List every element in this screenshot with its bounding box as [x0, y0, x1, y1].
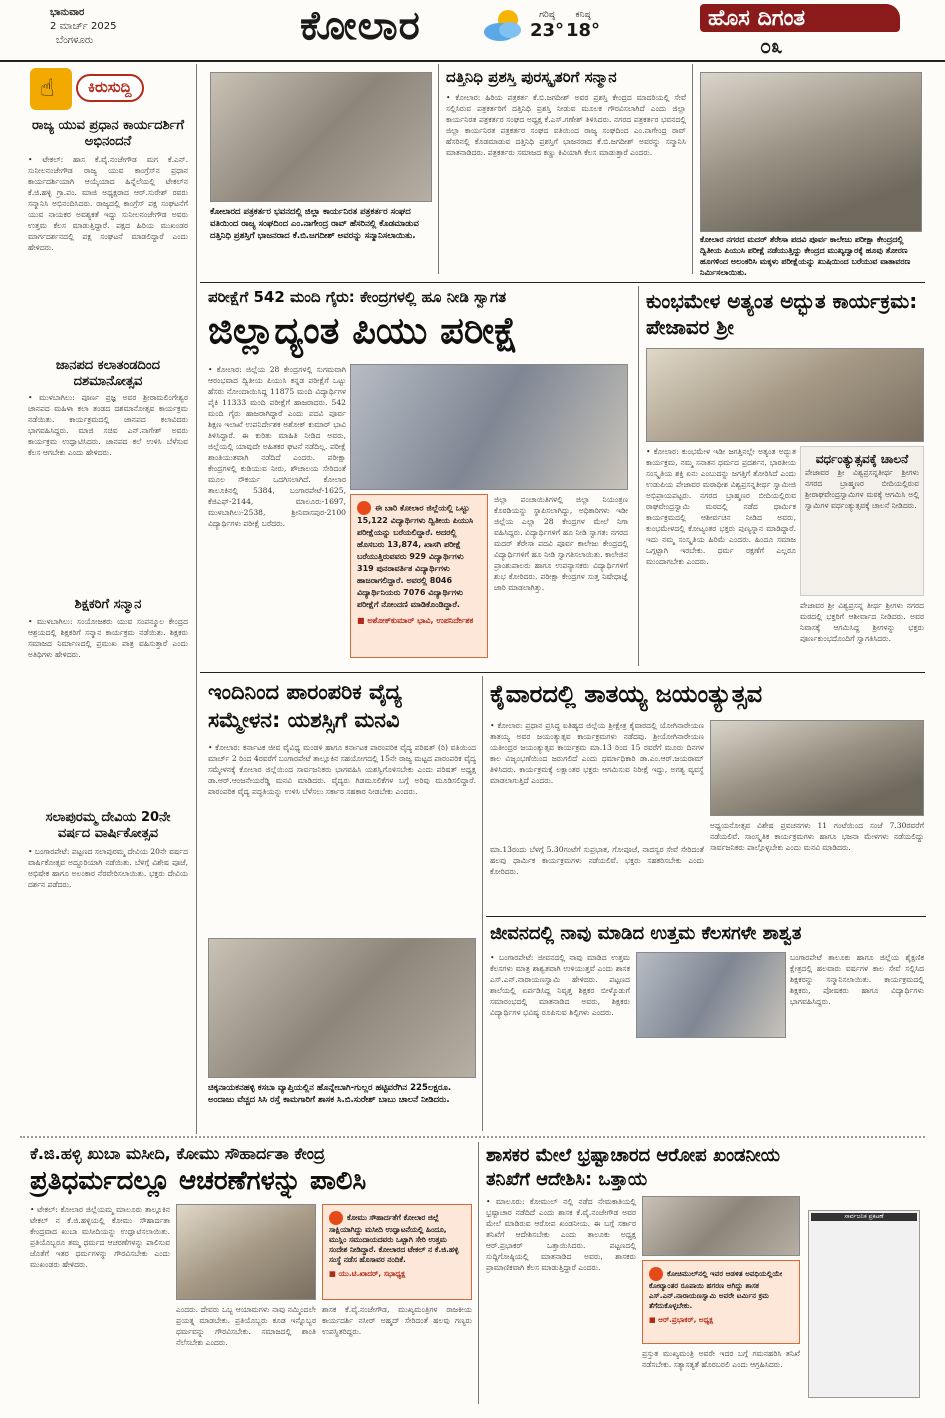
story-body: • ಕೋಲಾರ: ಹಿರಿಯ ಪತ್ರಕರ್ತ ಕೆ.ಬಿ.ಜಗದೀಶ್ ಅವರ ಪ್ರಶಸ್ತಿ ಕೇಂದ್ರದ ಮಾದರಿಯಲ್ಲಿ ಸೇವೆ ಸಲ್ಲಿಸಿರುವ ಪತ್ರಕರ್ತರಿಗೆ ದತ್ತಿನಿಧಿ ಪ್ರಶಸ್ತಿ ನೀಡುವ ಮೂಲಕ ಗೌರವಿಸಲಾಗಿದೆ ಎಂದು ಜಿಲ್ಲಾ ಕಾರ್ಯನಿರತ ಪತ್ರಕರ್ತರ ಸಂಘದ ಅಧ್ಯಕ್ಷ ಕೆ.ಎಸ್.ಗಣೇಶ್ ತಿಳಿಸಿದರು. ನಗರದ ಪತ್ರಕರ್ತರ ಭವನದಲ್ಲಿ ಜಿಲ್ಲಾ ಕಾರ್ಯನಿರತ ಪತ್ರಕರ್ತರ ಸಂಘದ ವತಿಯಿಂದ ರಾಜ್ಯ ಸಂಘದಿಂದ ಎಂ.ನಾಗೇಂದ್ರ ರಾವ್ ಹೆಸರಿನಲ್ಲಿ ಕೊಡಮಾಡುವ ದತ್ತಿನಿಧಿ ಪ್ರಶಸ್ತಿಗೆ ಭಾಜನರಾದ ಕೆ.ಬಿ.ಜಗದೀಶ್ ಅವರನ್ನು ಸನ್ಮಾನಿಸಿ ಮಾತನಾಡಿದರು. ಪತ್ರಕರ್ತರು ಸಮಾಜದ ಕಣ್ಣು ಕಿವಿಯಾಗಿ ಕೆಲಸ ಮಾಡುತ್ತಾರೆ ಎಂದರು.: [446, 93, 686, 157]
story-kicker: ಕೆ.ಜಿ.ಹಳ್ಳಿ ಖುಬಾ ಮಸೀದಿ, ಕೋಮು ಸೌಹಾರ್ದತಾ ಕೇಂದ್ರ: [30, 1144, 325, 1163]
story-body: • ಕೋಲಾರ: ಕರ್ನಾಟಕ ಜೀವ ವೈವಿಧ್ಯ ಮಂಡಳಿ ಹಾಗೂ ಕರ್ನಾಟಕ ಪಾರಂಪರಿಕ ವೈದ್ಯ ಪರಿಷತ್ (ರಿ) ವತಿಯಿಂದ ಮಾರ್ಚ್ 2 ರಿಂದ 4ರವರೆಗೆ ಬಂಗಾರಪೇಟೆ ತಾಲ್ಲೂಕಿನ ಸಹಯೋಗದಲ್ಲಿ 15ನೇ ರಾಜ್ಯ ಮಟ್ಟದ ಪಾರಂಪರಿಕ ವೈದ್ಯ ಸಮ್ಮೇಳನಕ್ಕೆ ಕೋಲಾರ ಜಿಲ್ಲೆಯಿಂದ ಸಾರ್ವಜನಿಕರು ಭಾಗವಹಿಸಿ ಯಶಸ್ವಿಗೊಳಿಸಬೇಕು ಎಂದು ಪರಿಷತ್ ಅಧ್ಯಕ್ಷ ಡಾ.ಆರ್.ಆಂಜನೇಯರೆಡ್ಡಿ ಮನವಿ ಮಾಡಿದರು. ವೈದ್ಯರು ಗಿಡಮೂಲಿಕೆಗಳ ಬಗ್ಗೆ ಅರಿವು ಮೂಡಿಸಲಿದ್ದಾರೆ. ಪಾರಂಪರಿಕ ವೈದ್ಯ ಪದ್ಧತಿಯನ್ನು ಉಳಿಸಿ ಬೆಳೆಸಲು ಸರ್ಕಾರ ಸಹಕಾರ ನೀಡಬೇಕು ಎಂದರು.: [208, 743, 476, 796]
notice-headline: ಸಾರ್ವಜನಿಕ ಪ್ರಕಟಣೆ: [811, 1213, 917, 1221]
section-rule: [486, 916, 926, 917]
column-divider: [638, 286, 639, 666]
story-headline: ಇಂದಿನಿಂದ ಪಾರಂಪರಿಕ ವೈದ್ಯ ಸಮ್ಮೇಳನ: ಯಶಸ್ಸಿಗೆ ಮನವಿ: [208, 680, 402, 732]
story-body: ಜಿಲ್ಲಾ ಪಂಚಾಯಿತಿಗಳಲ್ಲಿ ಜಿಲ್ಲಾ ನಿಯಂತ್ರಣ ಕೊಠಡಿಯನ್ನು ಸ್ಥಾಪಿಸಲಾಗಿದ್ದು, ಅಧಿಕಾರಿಗಳು ಇಡೀ ಜಿಲ್ಲೆಯ ಎಲ್ಲಾ 28 ಕೇಂದ್ರಗಳ ಮೇಲೆ ನಿಗಾ ವಹಿಸಿದ್ದರು. ವಿದ್ಯಾರ್ಥಿಗಳಿಗೆ ಹೂ ನೀಡಿ ಸ್ವಾಗತ: ನಗರದ ಮದರ್ ತೆರೇಸಾ ಪದವಿ ಪೂರ್ವ ಕಾಲೇಜು ಕೇಂದ್ರದಲ್ಲಿ ವಿದ್ಯಾರ್ಥಿಗಳಿಗೆ ಹೂ ನೀಡಿ ಸ್ವಾಗತಿಸಲಾಯಿತು. ಕಾಲೇಜಿನ ಪ್ರಾಂಶುಪಾಲರು ಹಾಗೂ ಉಪನ್ಯಾಸಕರು ವಿದ್ಯಾರ್ಥಿಗಳಿಗೆ ಶುಭ ಕೋರಿದರು. ಪರೀಕ್ಷಾ ಕೇಂದ್ರಗಳ ಸುತ್ತ ನಿಷೇಧಾಜ್ಞೆ ಜಾರಿ ಮಾಡಲಾಗಿತ್ತು.: [494, 495, 628, 592]
story-body: • ಮಾಲೂರು: ಕೋಮುಲ್ ನಲ್ಲಿ ನಡೆದ ನೇಮಕಾತಿಯಲ್ಲಿ ಭ್ರಷ್ಟಾಚಾರ ನಡೆದಿದೆ ಎಂದು ಶಾಸಕ ಕೆ.ವೈ.ನಂಜೇಗೌಡ ಅವರ ಮೇಲೆ ಮಾಡಿರುವ ಆರೋಪ ಖಂಡನೀಯ. ಈ ಬಗ್ಗೆ ಸರ್ಕಾರ ತನಿಖೆಗೆ ಆದೇಶಿಸಬೇಕು ಎಂದು ತಾಲೂಕು ಅಧ್ಯಕ್ಷ ಆರ್.ಪ್ರಭಾಕರ್ ಒತ್ತಾಯಿಸಿದರು. ಪಟ್ಟಣದಲ್ಲಿ ಸುದ್ದಿಗೋಷ್ಠಿಯಲ್ಲಿ ಮಾತನಾಡಿದ ಅವರು, ಶಾಸಕರು ಪ್ರಾಮಾಣಿಕವಾಗಿ ಕೆಲಸ ಮಾಡುತ್ತಿದ್ದಾರೆ ಎಂದರು.: [486, 1197, 636, 1272]
photo-caption: ಕೋಲಾರ ನಗರದ ಮದರ್ ತೆರೇಸಾ ಪದವಿ ಪೂರ್ವ ಕಾಲೇಜು ಪರೀಕ್ಷಾ ಕೇಂದ್ರದಲ್ಲಿ ದ್ವಿತೀಯ ಪಿಯುಸಿ ಪರೀಕ್ಷೆ ನಡೆಯುತ್ತಿದ್ದು ಕೇಂದ್ರದ ಮುಖ್ಯದ್ವಾರಕ್ಕೆ ಹೂವು ತೋರಣ ಹೂಗಳಿಂದ ಅಲಂಕರಿಸಿ ಮಕ್ಕಳು ಪರೀಕ್ಷೆಯನ್ನು ಖುಷಿಯಿಂದ ಬರೆಯುವ ವಾತಾವರಣ ನಿರ್ಮಿಸಲಾಯಿತು.: [700, 235, 911, 277]
news-photo: [642, 1196, 800, 1256]
highlight-text: ಕೋಮು ಸೌಹಾರ್ದತೆಗೆ ಕೋಲಾರ ಜಿಲ್ಲೆ ಸಾಕ್ಷಿಯಾಗಿದ್ದು ಮಸೀದಿ ಉದ್ಘಾಟನೆಯಲ್ಲಿ ಹಿಂದೂ, ಮುಸ್ಲಿಂ ಸಮುದಾಯದವರು ಒಟ್ಟಾಗಿ ಸೇರಿ ಉತ್ತಮ ಸಂದೇಶ ನೀಡಿದ್ದಾರೆ. ಕೋಲಾರದ ಟೇಕಲ್ ನ ಕೆ.ಜಿ.ಹಳ್ಳಿ ಸಂಸ್ಥೆ ನಡೆಸ ಹೊಸಾವರ ನಂದಿಕೆ.: [329, 1213, 459, 1264]
highlight-byline: ■ ಆರ್.ಪ್ರಭಾಕರ್, ಅಧ್ಯಕ್ಷ: [649, 1315, 714, 1324]
sidebar-headline: ವರ್ಧಂತ್ಯುತ್ಸವಕ್ಕೆ ಚಾಲನೆ: [815, 452, 909, 466]
highlight-box: [642, 1260, 800, 1344]
section-rule: [200, 282, 925, 283]
highlight-box: [350, 494, 488, 658]
date-label: 2 ಮಾರ್ಚ್ 2025: [50, 21, 117, 32]
highlight-box: [322, 1204, 472, 1300]
min-temp: [566, 10, 600, 41]
photo-caption: ಚಿಕ್ಕನಾಯಕನಹಳ್ಳಿ ಕಸಬಾ ವ್ಯಾಪ್ತಿಯಲ್ಲಿನ ಹೊನ್ನೇಬಾಗಿ-ಗುಲ್ಲರ ಹಟ್ಟಿವರೆಗಿನ 225ಲಕ್ಷರೂ. ಅಂದಾಜು ವೆಚ್ಚದ ಸಿಸಿ ರಸ್ತೆ ಕಾಮಗಾರಿಗೆ ಶಾಸಕ ಸಿ.ಬಿ.ಸುರೇಶ್ ಬಾಬು ಚಾಲನೆ ನೀಡಿದರು.: [208, 1083, 452, 1105]
story-headline: ಜಿಲ್ಲಾದ್ಯಂತ ಪಿಯು ಪರೀಕ್ಷೆ: [208, 309, 518, 352]
story-body: • ಬಂಗಾರಪೇಟೆ: ಜೀವನದಲ್ಲಿ ನಾವು ಮಾಡಿದ ಉತ್ತಮ ಕೆಲಸಗಳು ಮಾತ್ರ ಶಾಶ್ವತವಾಗಿ ಉಳಿಯುತ್ತವೆ ಎಂದು ಶಾಸಕ ಎಸ್.ಎನ್.ನಾರಾಯಣಸ್ವಾಮಿ ಹೇಳಿದರು. ಪಟ್ಟಣದ ಶಾಲೆಯಲ್ಲಿ ಏರ್ಪಡಿಸಿದ್ದ ನಿವೃತ್ತ ಶಿಕ್ಷಕರ ಬೀಳ್ಕೊಡುಗೆ ಸಮಾರಂಭದಲ್ಲಿ ಮಾತನಾಡಿದ ಅವರು, ಶಿಕ್ಷಕರು ವಿದ್ಯಾರ್ಥಿಗಳ ಭವಿಷ್ಯ ರೂಪಿಸುವ ಶಿಲ್ಪಿಗಳು ಎಂದರು.: [490, 953, 630, 1017]
story-headline: ಸಲಾಪುರಮ್ಮ ದೇವಿಯ 20ನೇ ವರ್ಷದ ವಾರ್ಷಿಕೋತ್ಸವ: [45, 810, 171, 841]
city-label: ಬೆಂಗಳೂರು: [56, 35, 94, 46]
column-divider: [438, 64, 439, 274]
news-photo: [700, 72, 922, 232]
bullet-icon: [329, 1211, 343, 1225]
news-photo: [710, 720, 924, 816]
highlight-text: ಈ ಬಾರಿ ಕೋಲಾರ ಜಿಲ್ಲೆಯಲ್ಲಿ ಒಟ್ಟು 15,122 ವಿದ್ಯಾರ್ಥಿಗಳು ದ್ವಿತೀಯ ಪಿಯುಸಿ ಪರೀಕ್ಷೆಯನ್ನು ಬರೆಯಲಿದ್ದಾರೆ. ಅದರಲ್ಲಿ ಹೊಸಬರು 13,874, ಖಾಸಗಿ ಪರೀಕ್ಷೆ ಬರೆಯುತ್ತಿರುವವರು 929 ವಿದ್ಯಾರ್ಥಿಗಳು 319 ಪುನರಾವರ್ತಿತ ವಿದ್ಯಾರ್ಥಿಗಳು ಹಾಜರಾಗಲಿದ್ದಾರೆ. ಅವರಲ್ಲಿ 8046 ವಿದ್ಯಾರ್ಥಿನಿಯರು 7076 ವಿದ್ಯಾರ್ಥಿಗಳು ಪರೀಕ್ಷೆಗೆ ನೋಂದಣಿ ಮಾಡಿಕೊಂಡಿದ್ದಾರೆ.: [357, 503, 474, 609]
story-kicker: ಪರೀಕ್ಷೆಗೆ 542 ಮಂದಿ ಗೈರು: ಕೇಂದ್ರಗಳಲ್ಲಿ ಹೂ ನೀಡಿ ಸ್ವಾಗತ: [208, 288, 507, 306]
story-body: ಬಂಗಾರಪೇಟೆ ತಾಲೂಕು ಹಾಗೂ ಜಿಲ್ಲೆಯ ಶೈಕ್ಷಣಿಕ ಕ್ಷೇತ್ರದಲ್ಲಿ ಹಲವಾರು ವರ್ಷಗಳ ಕಾಲ ಸೇವೆ ಸಲ್ಲಿಸಿದ ಶಿಕ್ಷಕರನ್ನು ಸನ್ಮಾನಿಸಲಾಯಿತು. ಕಾರ್ಯಕ್ರಮದಲ್ಲಿ ಶಿಕ್ಷಕರು, ಪೋಷಕರು ಹಾಗೂ ವಿದ್ಯಾರ್ಥಿಗಳು ಭಾಗವಹಿಸಿದ್ದರು.: [790, 953, 924, 1006]
highlight-byline: ■ ಯು.ಟಿ.ಖಾದರ್, ಸಭಾಧ್ಯಕ್ಷ: [329, 1269, 406, 1278]
highlight-byline: ■ ಅಶೋಕ್‌ಕುಮಾರ್ ಭಾವಿ, ಉಪನಿರ್ದೇಶಕ: [357, 616, 474, 625]
section-rule: [200, 672, 925, 673]
story-body: • ಟೇಕಲ್: ಹಾಸ ಕೆ.ವೈ.ನಂಜೇಗೌಡ ಮಗ ಕೆ.ಎನ್. ಸುನೀಲನಂಜೇಗೌಡ ರಾಜ್ಯ ಯುವ ಕಾಂಗ್ರೆಸ್‌ನ ಪ್ರಧಾನ ಕಾರ್ಯದರ್ಶಿಯಾಗಿ ಆಯ್ಕೆಯಾದ ಹಿನ್ನೆಲೆಯಲ್ಲಿ ಟೇಕಲ್‌ನ ಕೆ.ಜಿ.ಹಳ್ಳಿ ಗ್ರಾ.ಪಂ. ಮಾಜಿ ಅಧ್ಯಕ್ಷರಾದ ಆರ್.ಸುರೇಶ್ ರವರು ಸನ್ಮಾನಿಸಿ ಅಭಿನಂದಿಸಿದರು. ರಾಜ್ಯದಲ್ಲಿ ಕಾಂಗ್ರೆಸ್ ಪಕ್ಷ ಸಂಘಟನೆಗೆ ಯುವ ನಾಯಕರ ಅವಶ್ಯಕತೆ ಇದ್ದು ಸುನೀಲನಂಜೇಗೌಡ ಅವರು ಉತ್ತಮ ಕೆಲಸ ಮಾಡುತ್ತಿದ್ದಾರೆ. ಪಕ್ಷದ ಹಿರಿಯ ಮುಖಂಡರ ಮಾರ್ಗದರ್ಶನದಲ್ಲಿ ಪಕ್ಷ ಸಂಘಟನೆ ಮಾಡಲಿದ್ದಾರೆ ಎಂದು ಹೇಳಿದರು.: [28, 155, 188, 252]
max-temp-label: ಗರಿಷ್ಠ: [539, 10, 555, 20]
public-notice: [808, 1210, 920, 1398]
story-headline: ದತ್ತಿನಿಧಿ ಪ್ರಶಸ್ತಿ ಪುರಸ್ಕೃತರಿಗೆ ಸನ್ಮಾನ: [446, 68, 617, 86]
bullet-icon: [357, 501, 371, 515]
story-headline: ಕೈವಾರದಲ್ಲಿ ತಾತಯ್ಯ ಜಯಂತ್ಯುತ್ಸವ: [490, 680, 763, 708]
story-body: ಮಾ.13ರಂದು ಬೆಳಗ್ಗೆ 5.30ಗಂಟೆಗೆ ಸುಪ್ರಭಾತ, ಗೋಪೂಜೆ, ನಾದಸ್ವರ ಸೇವೆ ಸೇರಿದಂತೆ ಹಲವು ಧಾರ್ಮಿಕ ಕಾರ್ಯಕ್ರಮಗಳು ನಡೆಯಲಿವೆ. ಭಕ್ತರು ಸಹಕರಿಸಬೇಕು ಎಂದು ಕೋರಿದರು.: [490, 845, 704, 876]
sidebar-text: ಪೇಜಾವರ ಶ್ರೀ ವಿಶ್ವಪ್ರಸನ್ನತೀರ್ಥ ಶ್ರೀಗಳು ನಗರದ ಬ್ರಾಹ್ಮಣರ ಬೀದಿಯಲ್ಲಿರುವ ಶ್ರೀರಾಘವೇಂದ್ರಸ್ವಾಮಿಗಳ ಮಠಕ್ಕೆ ಆಗಮಿಸಿ ಅಲ್ಲಿ ಸ್ವಾಮಿಗಳ ವರ್ಧಂತ್ಯುತ್ಸವಕ್ಕೆ ಚಾಲನೆ ನೀಡಿದರು.: [805, 468, 919, 510]
sidebar-box: [800, 446, 924, 596]
story-body: ಅಧ್ಯಯನೋತ್ಸವ ವಿಶೇಷ ಪ್ರವಚನಗಳು 11 ಗಂಟೆಯಿಂದ ಸಂಜೆ 7.30ರವರೆಗೆ ನಡೆಯಲಿವೆ. ಸಾಂಸ್ಕೃತಿಕ ಕಾರ್ಯಕ್ರಮಗಳು ಹಾಗೂ ಭಜನಾ ಮೇಳಗಳು ನಡೆಯಲಿದ್ದು ಸಾರ್ವಜನಿಕರು ಪಾಲ್ಗೊಳ್ಳಬೇಕು ಎಂದು ಮನವಿ ಮಾಡಿದರು.: [710, 821, 924, 852]
weather-icon: [478, 6, 528, 46]
news-photo: [176, 1204, 316, 1300]
column-divider: [482, 676, 483, 1131]
story-body: • ಬಂಗಾರಪೇಟೆ: ಪಟ್ಟಣದ ಸಲಾಪುರಮ್ಮ ದೇವಿಯ 20ನೇ ವರ್ಷದ ವಾರ್ಷಿಕೋತ್ಸವ ಅದ್ದೂರಿಯಾಗಿ ನಡೆಯಿತು. ಬೆಳಿಗ್ಗೆ ವಿಶೇಷ ಪೂಜೆ, ಅಭಿಷೇಕ ಹಾಗೂ ಅಲಂಕಾರ ನೆರವೇರಿಸಲಾಯಿತು. ಭಕ್ತರು ದೇವಿಯ ದರ್ಶನ ಪಡೆದರು.: [28, 847, 188, 889]
news-photo: [350, 364, 628, 490]
column-divider: [196, 64, 197, 1134]
section-rule: [20, 1136, 925, 1138]
column-divider: [478, 1142, 479, 1404]
kiru-suddi-badge: [30, 68, 180, 110]
story-body: • ಟೇಕಲ್: ಕೋಲಾರ ಜಿಲ್ಲೆಯಮ್ಮ ಮಾಲೂರು ತಾಲ್ಲೂಕಿನ ಟೇಕಲ್ ನ ಕೆ.ಜಿ.ಹಳ್ಳಿಯಲ್ಲಿ ಕೋಮು ಸೌಹಾರ್ದತಾ ಕೇಂದ್ರವಾದ ಖುಬಾ ಮಸೀದಿಯನ್ನು ಉದ್ಘಾಟಿಸಲಾಯಿತು. ಪ್ರತಿಯೊಬ್ಬರೂ ತಮ್ಮ ಧರ್ಮದ ಆಚರಣೆಗಳನ್ನು ಪಾಲಿಸುವ ಜೊತೆಗೆ ಇತರ ಧರ್ಮಗಳನ್ನು ಗೌರವಿಸಬೇಕು ಎಂದು ಮುಖಂಡರು ಹೇಳಿದರು.: [30, 1205, 170, 1269]
max-temp: [530, 10, 564, 41]
page-number: ೦೩: [760, 34, 783, 58]
story-headline: ಶಿಕ್ಷಕರಿಗೆ ಸನ್ಮಾನ: [74, 597, 142, 612]
story-headline: ಕುಂಭಮೇಳ ಅತ್ಯಂತ ಅದ್ಭುತ ಕಾರ್ಯಕ್ರಮ: ಪೇಜಾವರ ಶ್ರೀ: [646, 289, 918, 339]
story-headline: ಪ್ರತಿಧರ್ಮದಲ್ಲೂ ಆಚರಣೆಗಳನ್ನು ಪಾಲಿಸಿ: [30, 1166, 367, 1196]
min-temp-value: 18°: [566, 20, 601, 41]
news-photo: [636, 952, 786, 1038]
story-body: ಪ್ರಸ್ತುತ ಮುಖ್ಯಮಂತ್ರಿ ಅವರೇ ಇದರ ಬಗ್ಗೆ ಗಮನಹರಿಸಿ ತನಿಖೆ ನಡೆಸಬೇಕು. ಸತ್ಯಾಸತ್ಯತೆ ಹೊರಬರಲಿ ಎಂದು ಆಗ್ರಹಿಸಿದರು.: [642, 1349, 800, 1369]
news-photo: [210, 72, 432, 202]
story-body: • ಕೋಲಾರ: ಜಿಲ್ಲೆಯ 28 ಕೇಂದ್ರಗಳಲ್ಲಿ ಸುಗಮವಾಗಿ ಆರಂಭವಾದ ದ್ವಿತೀಯ ಪಿಯುಸಿ ಕನ್ನಡ ಪರೀಕ್ಷೆಗೆ ಒಟ್ಟು ಹೆಸರು ನೋಂದಾಯಿಸಿದ್ದ 11875 ಮಂದಿ ವಿದ್ಯಾರ್ಥಿಗಳ ಪೈಕಿ 11333 ಮಂದಿ ಪರೀಕ್ಷೆಗೆ ಹಾಜರಾದರು. 542 ಮಂದಿ ಗೈರು ಹಾಜರಾಗಿದ್ದಾರೆ ಎಂದು ಪದವಿ ಪೂರ್ವ ಶಿಕ್ಷಣ ಇಲಾಖೆ ಉಪನಿರ್ದೇಶಕ ಅಶೋಕ್ ಕುಮಾರ್ ಭಾವಿ ತಿಳಿಸಿದ್ದಾರೆ. ಈ ಕುರಿತು ಮಾಹಿತಿ ನೀಡಿದ ಅವರು, ಜಿಲ್ಲೆಯಲ್ಲಿ ಯಾವುದೇ ಅಹಿತಕರ ಘಟನೆ ನಡೆದಿಲ್ಲ. ಪರೀಕ್ಷೆ ಶಾಂತಿಯುತವಾಗಿ ನಡೆದಿದೆ ಎಂದರು. ಪರೀಕ್ಷಾ ಕೇಂದ್ರಗಳಲ್ಲಿ ಕುಡಿಯುವ ನೀರು, ಶೌಚಾಲಯ ಸೇರಿದಂತೆ ಮೂಲ ಸೌಕರ್ಯ ಒದಗಿಸಲಾಗಿದೆ. ಕೋಲಾರ ತಾಲೂಕಿನಲ್ಲಿ 5384, ಬಂಗಾರಪೇಟೆ-1625, ಕೆಜಿಎಫ್-2144, ಮಾಲೂರು-1697, ಮುಳಬಾಗಿಲು-2538, ಶ್ರೀನಿವಾಸಪುರ-2100 ವಿದ್ಯಾರ್ಥಿಗಳು ಪರೀಕ್ಷೆ ಬರೆದರು.: [208, 365, 346, 528]
story-body: ಪೇಜಾವರ ಶ್ರೀ ವಿಶ್ವಪ್ರಸನ್ನ ತೀರ್ಥ ಶ್ರೀಗಳು ನಗರದ ಮಠದಲ್ಲಿ ಭಕ್ತರಿಗೆ ಆಶೀರ್ವಾದ ನೀಡಿದರು. ಅವರ ನಿವಾಸಕ್ಕೆ ಆಗಮಿಸಿದ್ದ ಶ್ರೀಗಳನ್ನು ಭಕ್ತರು ಪೂರ್ಣಕುಂಭದೊಂದಿಗೆ ಸ್ವಾಗತಿಸಿದರು.: [800, 601, 924, 643]
news-photo: [646, 348, 924, 442]
story-headline: ಜಾನಪದ ಕಲಾತಂಡದಿಂದ ದಶಮಾನೋತ್ಸವ: [55, 358, 161, 389]
story-headline: ಜೀವನದಲ್ಲಿ ನಾವು ಮಾಡಿದ ಉತ್ತಮ ಕೆಲಸಗಳೇ ಶಾಶ್ವತ: [490, 923, 802, 944]
story-body: • ಕೋಲಾರ: ಪ್ರಧಾನ ಪ್ರಸಿದ್ಧ ಐತಿಹ್ಯದ ಜಿಲ್ಲೆಯ ಶ್ರೀಕ್ಷೇತ್ರ ಕೈವಾರದಲ್ಲಿ ಯೋಗಿನಾರೇಯಣ ತಾತಯ್ಯ ಅವರ ಜಯಂತ್ಯುತ್ಸವ ಕಾರ್ಯಕ್ರಮಗಳು ನಡೆದವು. ಶ್ರೀಯೋಗಿನಾರೇಯಣ ಯತೀಂದ್ರರ ಜಯಂತ್ಯುತ್ಸವ ಕಾರ್ಯಕ್ರಮ ಮಾ.13 ರಿಂದ 15 ರವರೆಗೆ ಮೂರು ದಿನಗಳ ಕಾಲ ವಿಜೃಂಭಣೆಯಿಂದ ಜರುಗಲಿದೆ ಎಂದು ಧರ್ಮಾಧಿಕಾರಿ ಡಾ.ಎಂ.ಆರ್.ಜಯರಾಮ್ ತಿಳಿಸಿದರು. ಕಾರ್ಯಕ್ರಮಕ್ಕೆ ಲಕ್ಷಾಂತರ ಭಕ್ತರು ಆಗಮಿಸುವ ನಿರೀಕ್ಷೆ ಇದ್ದು, ಅಗತ್ಯ ವ್ಯವಸ್ಥೆ ಮಾಡಲಾಗುತ್ತಿದೆ ಎಂದರು.: [490, 721, 704, 785]
highlight-text: ಕೋಚಿಮುಲ್‌ನಲ್ಲಿ ಇವರ ಆಡಳಿತ ಅವಧಿಯಲ್ಲಿಯೇ ಕೋಟ್ಯಾಂತರ ರೂಪಾಯಿ ಹಗರಣ ಆಗಿದ್ದು ಶಾಸಕ ಎಸ್.ಎನ್.ನಾರಾಯಣಸ್ವಾಮಿ ಅವರೇ ಟರ್ಮಿನ ಕ್ರಮ ತೆಗೆದುಕೊಳ್ಳಬೇಕು.: [649, 1269, 783, 1310]
news-photo: [208, 938, 476, 1078]
story-headline: ರಾಜ್ಯ ಯುವ ಪ್ರಧಾನ ಕಾರ್ಯದರ್ಶಿಗೆ ಅಭಿನಂದನೆ: [31, 118, 184, 149]
story-body: • ಮುಳಬಾಗಿಲು: ಪೂರ್ಣ ಪ್ರಜ್ಞ ಅವರ ಶ್ರೀರಾಮಲಿಂಗೇಶ್ವರ ಜಾನಪದ ಮಹಿಳಾ ಕಲಾ ತಂಡದ ದಶಮಾನೋತ್ಸವ ಕಾರ್ಯಕ್ರಮ ನಡೆಯಿತು. ಕಾರ್ಯಕ್ರಮದಲ್ಲಿ ಜಾನಪದ ಕಲಾವಿದರು ಭಾಗವಹಿಸಿದ್ದರು. ಮಾಜಿ ಸಚಿವ ಎನ್.ನಾಗೇಶ್ ಅವರು ಕಾರ್ಯಕ್ರಮ ಉದ್ಘಾಟಿಸಿದರು. ಜಾನಪದ ಕಲೆ ಉಳಿಸಿ ಬೆಳೆಸುವ ಕೆಲಸ ಆಗಬೇಕು ಎಂದು ಹೇಳಿದರು.: [28, 393, 188, 457]
brand-name: ಹೊಸ ದಿಗಂತ: [700, 4, 900, 32]
dateline: [50, 6, 116, 48]
photo-caption: ಕೋಲಾರದ ಪತ್ರಕರ್ತರ ಭವನದಲ್ಲಿ ಜಿಲ್ಲಾ ಕಾರ್ಯನಿರತ ಪತ್ರಕರ್ತರ ಸಂಘದ ವತಿಯಿಂದ ರಾಜ್ಯ ಸಂಘದಿಂದ ಎಂ.ನಾಗೇಂದ್ರ ರಾವ್ ಹೆಸರಿನಲ್ಲಿ ಕೊಡಮಾಡುವ ದತ್ತಿನಿಧಿ ಪ್ರಶಸ್ತಿಗೆ ಭಾಜನರಾದ ಕೆ.ಬಿ.ಜಗದೀಶ್ ಅವರನ್ನು ಸನ್ಮಾನಿಸಲಾಯಿತು.: [210, 207, 419, 241]
hand-icon: ☝: [30, 68, 72, 110]
min-temp-label: ಕನಿಷ್ಠ: [575, 10, 591, 20]
story-body: • ಮುಳಬಾಗಿಲು: ಸಂಯೋಜಕರು ಯುವ ಸಂಪನ್ಮೂಲ ಕೇಂದ್ರದ ಆಶ್ರಯದಲ್ಲಿ ಶಿಕ್ಷಕರಿಗೆ ಸನ್ಮಾನ ಕಾರ್ಯಕ್ರಮ ನಡೆಯಿತು. ಶಿಕ್ಷಕರು ಸಮಾಜದ ನಿರ್ಮಾಣದಲ್ಲಿ ಪ್ರಮುಖ ಪಾತ್ರ ವಹಿಸುತ್ತಾರೆ ಎಂದು ಅತಿಥಿಗಳು ಹೇಳಿದರು.: [28, 617, 188, 659]
story-body: • ಕೋಲಾರ: ಕುಂಭಮೇಳ ಇಡೀ ಜಗತ್ತಿನಲ್ಲೇ ಅತ್ಯಂತ ಅದ್ಭುತ ಕಾರ್ಯಕ್ರಮ, ನಮ್ಮ ಸನಾತನ ಧರ್ಮದ ಪ್ರದರ್ಶನ, ಭಾರತೀಯ ಸಂಸ್ಕೃತಿಯ ಶಕ್ತಿ ಏನು ಎಂಬುದನ್ನು ಜಗತ್ತಿಗೆ ತೋರಿಸಿದೆ ಎಂದು ಉಡುಪಿಯ ಪೇಜಾವರ ಮಠಾಧೀಶ ವಿಶ್ವಪ್ರಸನ್ನತೀರ್ಥ ಸ್ವಾಮೀಜಿ ಅಭಿಪ್ರಾಯಪಟ್ಟರು. ನಗರದ ಬ್ರಾಹ್ಮಣರ ಬೀದಿಯಲ್ಲಿರುವ ರಾಘವೇಂದ್ರಸ್ವಾಮಿ ಮಠದಲ್ಲಿ ನಡೆದ ಧಾರ್ಮಿಕ ಕಾರ್ಯಕ್ರಮದಲ್ಲಿ ಆಶೀರ್ವಚನ ನೀಡಿದ ಅವರು, ಕುಂಭಮೇಳದಲ್ಲಿ ಕೋಟ್ಯಂತರ ಭಕ್ತರು ಪುಣ್ಯಸ್ನಾನ ಮಾಡಿದ್ದಾರೆ. ಇದು ನಮ್ಮ ಸಂಸ್ಕೃತಿಯ ಹಿರಿಮೆ ಎಂದರು. ಹಿಂದೂ ಸಮಾಜ ಒಗ್ಗಟ್ಟಾಗಿ ಇರಬೇಕು. ಧರ್ಮ ರಕ್ಷಣೆಗೆ ಎಲ್ಲರೂ ಮುಂದಾಗಬೇಕು ಎಂದರು.: [646, 447, 796, 566]
max-temp-value: 23°: [530, 20, 565, 41]
kiru-suddi-label: ಕಿರುಸುದ್ದಿ: [76, 74, 144, 102]
story-body: ಎಂದರು. ದೇವರು ಒಬ್ಬ ಆಯಾಮಗಳು ನಾವು ನಮ್ಮಿಂದಲೇ ಪ್ರಯತ್ನ ಮಾಡಬೇಕು. ಪ್ರತಿಯೊಬ್ಬರು ಕೂಡ ಇನ್ನೊಬ್ಬರ ಧರ್ಮವನ್ನು ಗೌರವಿಸಬೇಕು. ಸಮಾಜದಲ್ಲಿ ಶಾಂತಿ ನೆಲೆಸಬೇಕು ಎಂದರು.: [176, 1305, 316, 1347]
story-headline: ಶಾಸಕರ ಮೇಲೆ ಭ್ರಷ್ಟಾಚಾರದ ಆರೋಪ ಖಂಡನೀಯ ತನಿಖೆಗೆ ಆದೇಶಿಸಿ: ಒತ್ತಾಯ: [486, 1145, 780, 1190]
story-body: ಶಾಸಕ ಕೆ.ವೈ.ನಂಜೇಗೌಡ, ಮುಖ್ಯಮಂತ್ರಿಗಳ ರಾಜಕೀಯ ಕಾರ್ಯದರ್ಶಿ ನಸೀರ್ ಅಹ್ಮದ್ ಸೇರಿದಂತೆ ಹಲವು ಗಣ್ಯರು ಉಪಸ್ಥಿತರಿದ್ದರು.: [322, 1305, 472, 1336]
day-label: ಭಾನುವಾರ: [50, 7, 85, 18]
brand-logo: [700, 4, 900, 56]
bullet-icon: [649, 1267, 663, 1281]
edition-title: ಕೋಲಾರ: [300, 2, 421, 49]
column-divider: [692, 64, 693, 274]
